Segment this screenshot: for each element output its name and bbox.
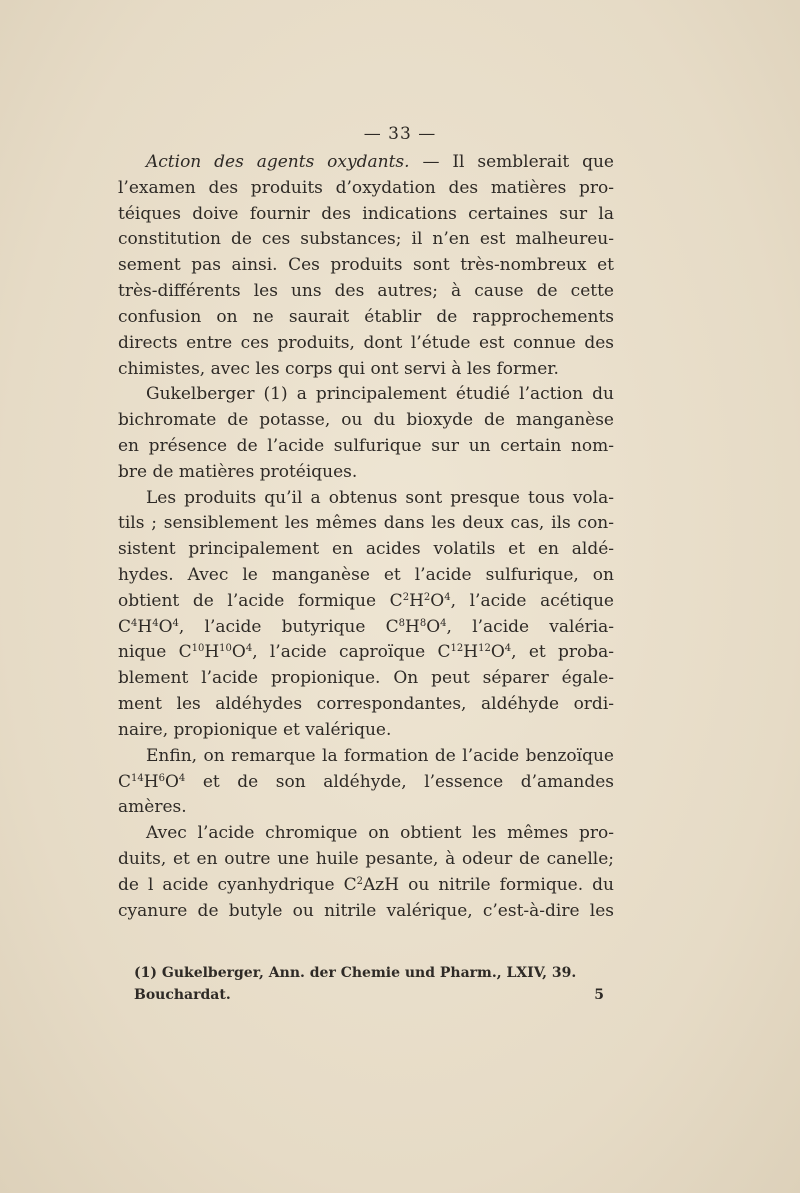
text-line: blement l’acide propionique. On peut séparer égale- (118, 668, 614, 689)
footnote-area (134, 962, 604, 1006)
formula-cyanhydric: $C^2AzH$ (343, 874, 400, 895)
text-line: téiques doive fournir des indications certaines sur la (118, 203, 614, 224)
text-line: directs entre ces produits, dont l’étude est connue des (118, 332, 614, 353)
text-line: Gukelberger (1) a principalement étudié l’action du (146, 384, 614, 405)
formula-acetic: $C^4H^4O^4$ (118, 616, 179, 637)
page-number: — 33 — (363, 124, 437, 144)
text-line: hydes. Avec le manganèse et l’acide sulfurique, on (118, 565, 614, 585)
formula-valeric: $C^{10}H^{10}O^4$ (178, 642, 253, 663)
text-line: obtient de l’acide formique $C^2H^2O^4$, l’acide acétique (118, 590, 614, 611)
text-line: cyanure de butyle ou nitrile valérique, c’est-à-dire les (118, 900, 614, 921)
text-line: chimistes, avec les corps qui ont servi à les former. (118, 358, 559, 379)
text-line: duits, et en outre une huile pesante, à odeur de canelle; (118, 848, 614, 869)
formula-formic: $C^2H^2O^4$ (389, 590, 451, 611)
formula-benzoic: $C^{14}H^6O^4$ (118, 771, 186, 792)
section-heading-italic: Action des agents oxydants. (146, 152, 410, 172)
text-line: Enfin, on remarque la formation de l’acide benzoïque (146, 745, 614, 766)
text-line: l’examen des produits d’oxydation des matières pro- (118, 177, 614, 198)
text-line: $C^4H^4O^4$, l’acide butyrique $C^8H^8O^4$, l’acide valéria- (118, 616, 614, 637)
text-line: sement pas ainsi. Ces produits sont très-nombreux et (118, 255, 614, 276)
signature-mark: 5 (594, 987, 604, 1003)
text-line: amères. (118, 797, 187, 818)
footnote: (1) Gukelberger, Ann. der Chemie und Pharm., LXIV, 39. (134, 965, 577, 981)
text-line: tils ; sensiblement les mêmes dans les deux cas, ils con- (118, 513, 614, 534)
text-line: sistent principalement en acides volatils et en aldé- (118, 539, 614, 560)
page-footer (134, 984, 604, 1006)
text-line: Avec l’acide chromique on obtient les mêmes pro- (146, 823, 614, 844)
text-line: naire, propionique et valérique. (118, 719, 392, 740)
text-line: nique $C^{10}H^{10}O^4$, l’acide caproïque $C^{12}H^{12}O^4$, et proba- (118, 642, 615, 663)
text-line: en présence de l’acide sulfurique sur un certain nom- (118, 435, 614, 456)
text-line: bre de matières protéiques. (118, 461, 358, 482)
text-line: confusion on ne saurait établir de rapprochements (118, 306, 614, 327)
text-line: bichromate de potasse, ou du bioxyde de manganèse (118, 410, 614, 431)
text-line: de l acide cyanhydrique $C^2AzH$ ou nitrile formique. du (118, 874, 614, 895)
formula-caproic: $C^{12}H^{12}O^4$ (437, 642, 512, 663)
author-name: Bouchardat. (134, 987, 231, 1003)
text-line: Action des agents oxydants. — Il semblerait que (146, 152, 614, 172)
text-line: $C^{14}H^6O^4$ et de son aldéhyde, l’essence d’amandes (118, 771, 614, 792)
text-line: ment les aldéhydes correspondantes, aldéhyde ordi- (118, 694, 614, 715)
text-line: constitution de ces substances; il n’en est malheureu- (118, 229, 614, 250)
formula-butyric: $C^8H^8O^4$ (385, 616, 447, 637)
text-line: Les produits qu’il a obtenus sont presque tous vola- (146, 487, 614, 508)
main-text (118, 150, 614, 924)
text-line: très-différents les uns des autres; à cause de cette (118, 281, 614, 302)
